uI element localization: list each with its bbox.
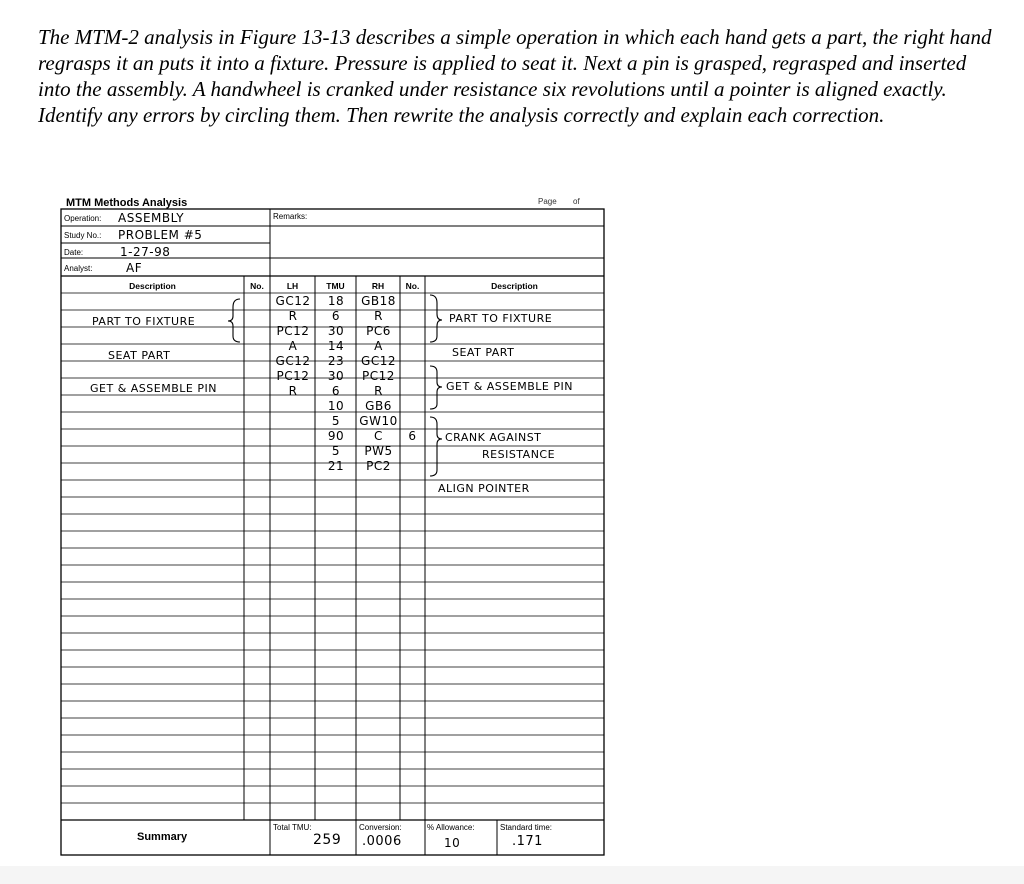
left-note-get-assemble-pin: GET & ASSEMBLE PIN <box>90 382 217 395</box>
cell-rh: A <box>374 339 383 353</box>
cell-tmu: 6 <box>331 309 341 323</box>
right-note-get-assemble-pin: GET & ASSEMBLE PIN <box>446 380 573 393</box>
summary-label: Summary <box>137 831 188 843</box>
right-description-header: Description <box>491 281 538 291</box>
problem-statement: The MTM-2 analysis in Figure 13-13 describes a simple operation in which each hand gets a part, the right hand regrasps it an puts it into a fixture. Pressure is applied to seat it. Next a pin is grasped, regrasped and inserted into the assembly. A handwheel is cranked under resistance six revolutions until a pointer is aligned exactly. Identify any errors by circling them. Then rewrite the analysis correctly and explain each correction. <box>38 25 992 127</box>
page-of-label: of <box>573 197 580 206</box>
study-no-value: PROBLEM #5 <box>118 228 203 242</box>
cell-rh: GB18 <box>361 294 396 308</box>
right-note-align-pointer: ALIGN POINTER <box>438 482 530 495</box>
right-bracket-get-pin <box>430 366 442 409</box>
cell-rh: GW10 <box>359 414 398 428</box>
form-title: MTM Methods Analysis <box>66 197 188 209</box>
cell-rh: R <box>374 384 383 398</box>
cell-tmu: 90 <box>327 429 345 443</box>
right-no-header: No. <box>405 281 420 291</box>
date-value: 1-27-98 <box>120 245 171 259</box>
conversion-value: .0006 <box>362 834 402 849</box>
cell-tmu: 30 <box>327 369 345 383</box>
cell-rh: PC12 <box>362 369 395 383</box>
cell-tmu: 21 <box>327 459 345 473</box>
remarks-label: Remarks: <box>273 212 308 221</box>
tmu-header: TMU <box>326 281 345 291</box>
conversion-label: Conversion: <box>359 823 402 832</box>
analyst-label: Analyst: <box>64 264 93 273</box>
cell-rh: GC12 <box>361 354 396 368</box>
total-tmu-label: Total TMU: <box>273 823 312 832</box>
cell-rh: GB6 <box>365 399 392 413</box>
standard-time-value: .171 <box>512 834 543 849</box>
analyst-value: AF <box>126 261 143 275</box>
study-no-label: Study No.: <box>64 231 102 240</box>
cell-lh: R <box>288 309 298 323</box>
operation-label: Operation: <box>64 214 102 223</box>
right-note-crank-line1: CRANK AGAINST <box>445 431 542 444</box>
left-no-header: No. <box>250 281 264 291</box>
right-bracket-crank <box>430 417 442 476</box>
standard-time-label: Standard time: <box>500 823 553 832</box>
cell-lh: R <box>288 384 298 398</box>
allowance-value: 10 <box>444 836 461 850</box>
cell-rh: PW5 <box>364 444 393 458</box>
right-note-crank-line2: RESISTANCE <box>482 448 556 461</box>
cell-tmu: 23 <box>327 354 345 368</box>
left-description-header: Description <box>129 281 176 291</box>
cell-lh: GC12 <box>275 294 311 308</box>
lh-header: LH <box>286 281 299 291</box>
page-label: Page <box>538 197 557 206</box>
rh-header: RH <box>371 281 385 291</box>
cell-rh: C <box>374 429 383 443</box>
right-bracket-part-to-fixture <box>430 295 442 342</box>
allowance-label: % Allowance: <box>427 823 475 832</box>
cell-rh: R <box>374 309 383 323</box>
cell-tmu: 18 <box>327 294 345 308</box>
left-note-part-to-fixture: PART TO FIXTURE <box>92 315 196 328</box>
right-note-seat-part: SEAT PART <box>452 346 515 359</box>
cell-rh: PC6 <box>366 324 391 338</box>
cell-no: 6 <box>408 429 417 443</box>
cell-tmu: 5 <box>331 414 341 428</box>
cell-tmu: 30 <box>327 324 345 338</box>
cell-rh: PC2 <box>366 459 391 473</box>
cell-lh: A <box>288 339 298 353</box>
cell-lh: PC12 <box>276 324 310 338</box>
cell-tmu: 6 <box>331 384 341 398</box>
cell-tmu: 14 <box>327 339 345 353</box>
cell-tmu: 10 <box>327 399 345 413</box>
cell-lh: GC12 <box>275 354 311 368</box>
left-brace-part-to-fixture <box>228 299 240 342</box>
cell-tmu: 5 <box>331 444 341 458</box>
total-tmu-value: 259 <box>313 832 342 848</box>
left-note-seat-part: SEAT PART <box>108 349 171 362</box>
date-label: Date: <box>64 248 84 257</box>
operation-value: ASSEMBLY <box>118 211 185 225</box>
cell-lh: PC12 <box>276 369 310 383</box>
right-note-part-to-fixture: PART TO FIXTURE <box>449 312 553 325</box>
